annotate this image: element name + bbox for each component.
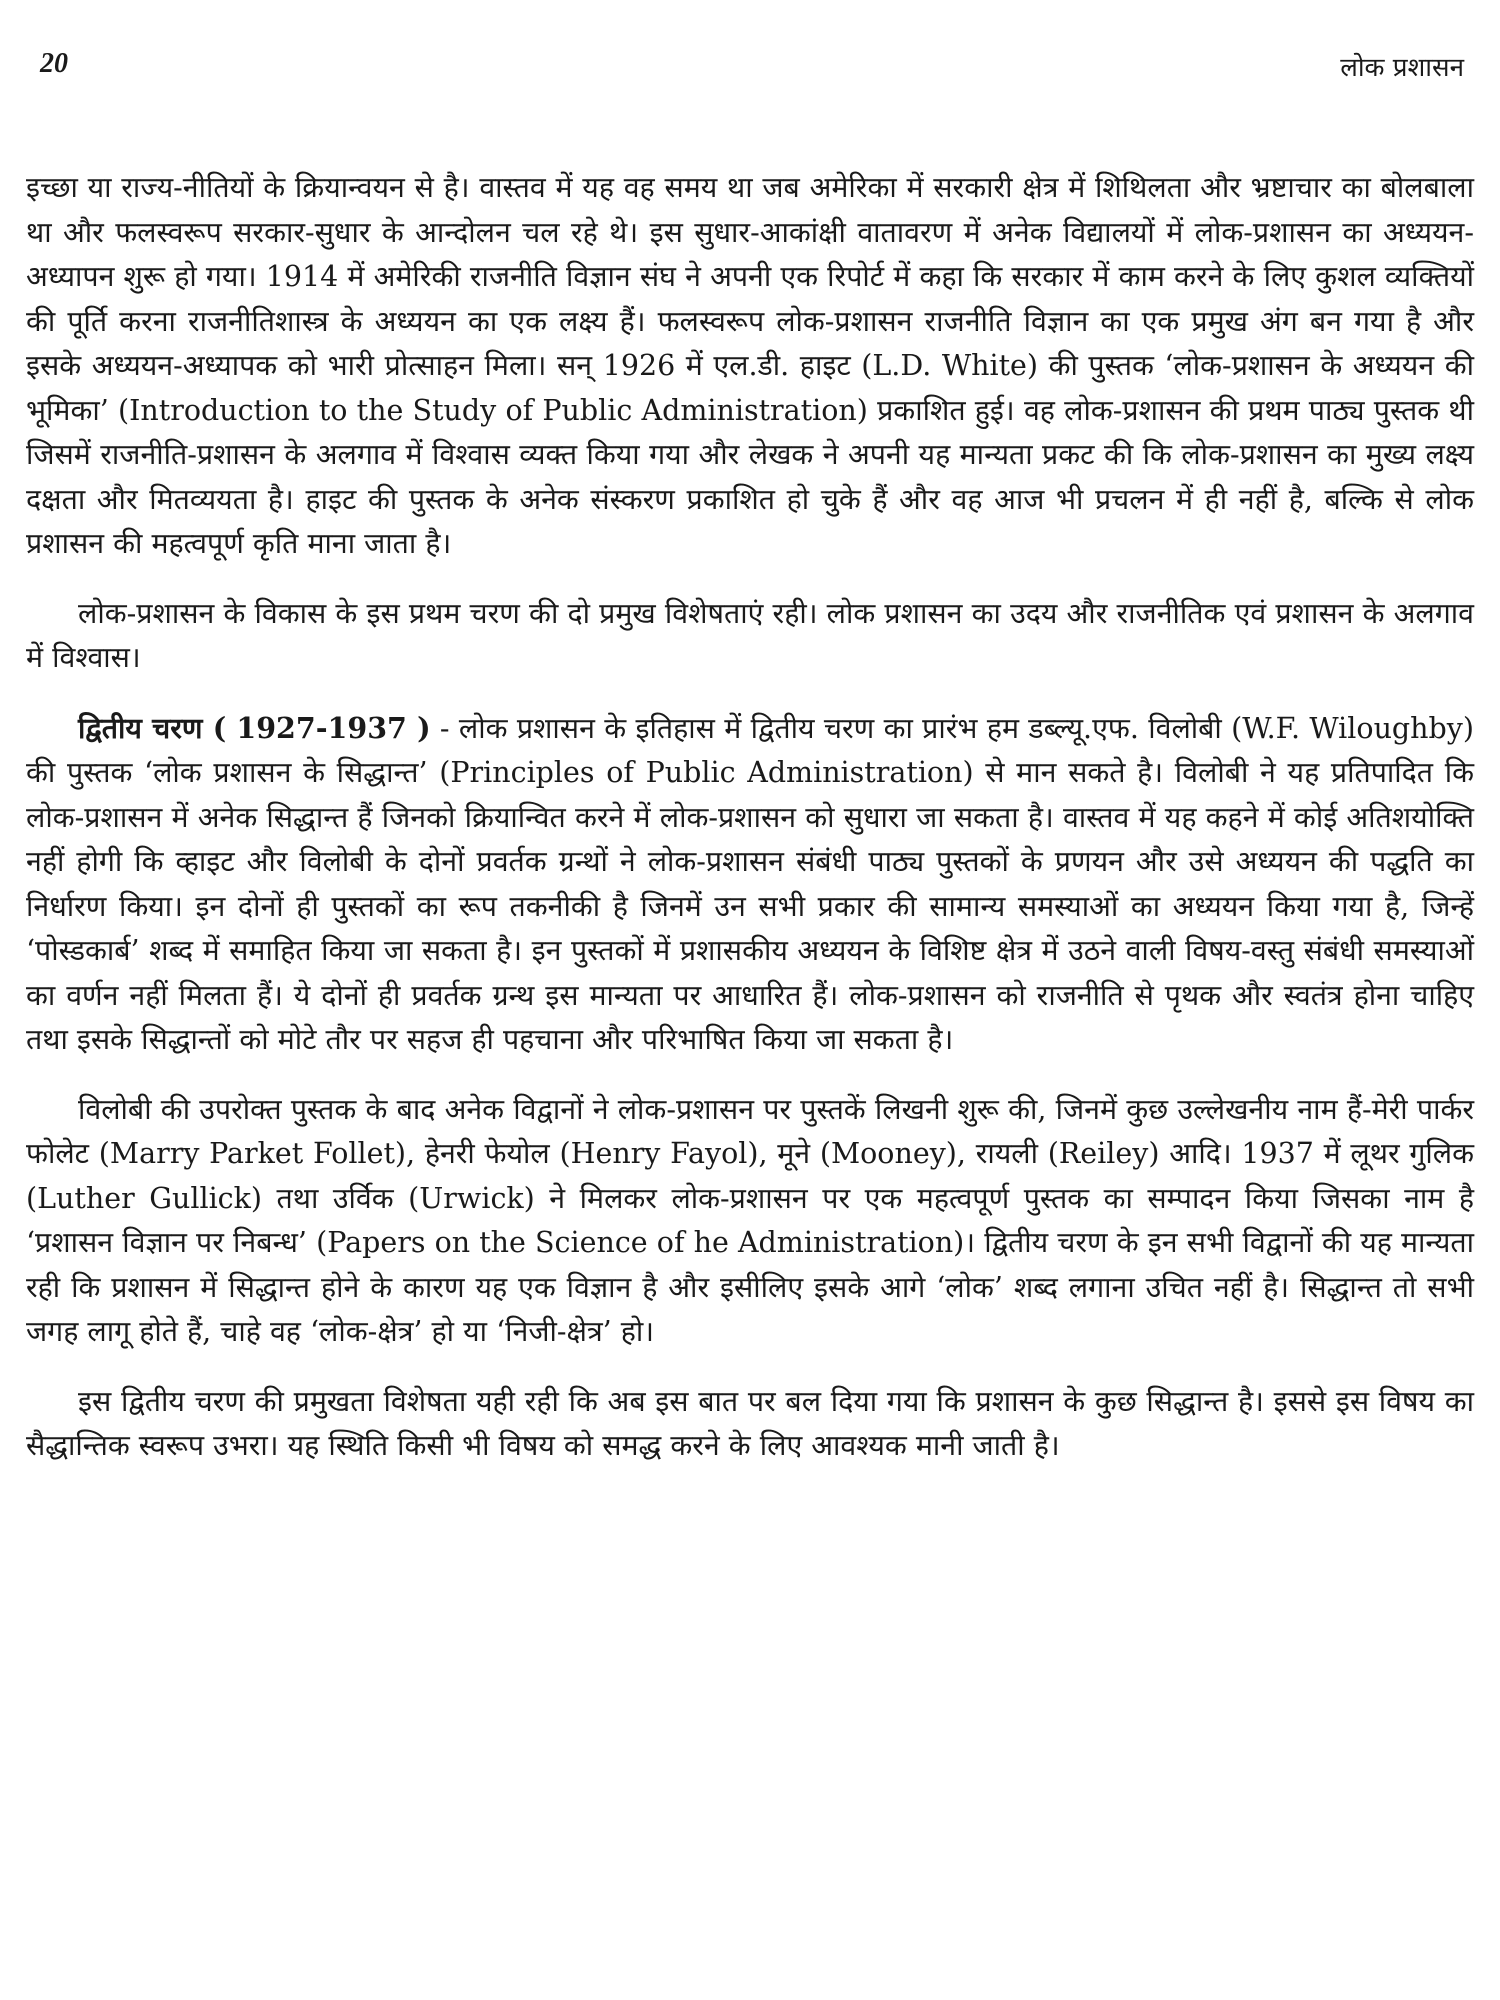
paragraph-4-text: विलोबी की उपरोक्त पुस्तक के बाद अनेक विद्वानों ने लोक-प्रशासन पर पुस्तकें लिखनी शुरू की, जिनमें कुछ उल्लेखनीय नाम हैं-मेरी पार्कर फोलेट (Marry Parket Follet), हेनरी फेयोल (Henry Fayol), मूने (Mooney), रायली (Reiley) आदि। 1937 में लूथर गुलिक (Luther Gullick) तथा उर्विक (Urwick) ने मिलकर लोक-प्रशासन पर एक महत्वपूर्ण पुस्तक का सम्पादन किया जिसका नाम है ‘प्रशासन विज्ञान पर निबन्ध’ (Papers on the Science of he Administration)। द्वितीय चरण के इन सभी विद्वानों की यह मान्यता रही कि प्रशासन में सिद्धान्त होने के कारण यह एक विज्ञान है और इसीलिए इसके आगे ‘लोक’ शब्द लगाना उचित नहीं है। सिद्धान्त तो सभी जगह लागू होते हैं, चाहे वह ‘लोक-क्षेत्र’ हो या ‘निजी-क्षेत्र’ हो। [26,1092,1474,1348]
paragraph-1-text: इच्छा या राज्य-नीतियों के क्रियान्वयन से है। वास्तव में यह वह समय था जब अमेरिका में सरकारी क्षेत्र में शिथिलता और भ्रष्टाचार का बोलबाला था और फलस्वरूप सरकार-सुधार के आन्दोलन चल रहे थे। इस सुधार-आकांक्षी वातावरण में अनेक विद्यालयों में लोक-प्रशासन का अध्ययन-अध्यापन शुरू हो गया। 1914 में अमेरिकी राजनीति विज्ञान संघ ने अपनी एक रिपोर्ट में कहा कि सरकार में काम करने के लिए कुशल व्यक्तियों की पूर्ति करना राजनीतिशास्त्र के अध्ययन का एक लक्ष्य हैं। फलस्वरूप लोक-प्रशासन राजनीति विज्ञान का एक प्रमुख अंग बन गया है और इसके अध्ययन-अध्यापक को भारी प्रोत्साहन मिला। सन् 1926 में एल.डी. हाइट (L.D. White) की पुस्तक ‘लोक-प्रशासन के अध्ययन की भूमिका’ (Introduction to the Study of Public Administration) प्रकाशित हुई। वह लोक-प्रशासन की प्रथम पाठ्य पुस्तक थी जिसमें राजनीति-प्रशासन के अलगाव में विश्वास व्यक्त किया गया और लेखक ने अपनी यह मान्यता प्रकट की कि लोक-प्रशासन का मुख्य लक्ष्य दक्षता और मितव्ययता है। हाइट की पुस्तक के अनेक संस्करण प्रकाशित हो चुके हैं और वह आज भी प्रचलन में ही नहीं है, बल्कि से लोक प्रशासन की महत्वपूर्ण कृति माना जाता है। [26,171,1474,560]
paragraph-2 [26,592,1474,681]
page-number: 20 [40,48,68,79]
body-text [26,166,1474,1469]
paragraph-3-text: - लोक प्रशासन के इतिहास में द्वितीय चरण का प्रारंभ हम डब्ल्यू.एफ. विलोबी (W.F. Wiloughby) की पुस्तक ‘लोक प्रशासन के सिद्धान्त’ (Principles of Public Administration) से मान सकते है। विलोबी ने यह प्रतिपादित कि लोक-प्रशासन में अनेक सिद्धान्त हैं जिनको क्रियान्वित करने में लोक-प्रशासन को सुधारा जा सकता है। वास्तव में यह कहने में कोई अतिशयोक्ति नहीं होगी कि व्हाइट और विलोबी के दोनों प्रवर्तक ग्रन्थों ने लोक-प्रशासन संबंधी पाठ्य पुस्तकों के प्रणयन और उसे अध्ययन की पद्धति का निर्धारण किया। इन दोनों ही पुस्तकों का रूप तकनीकी है जिनमें उन सभी प्रकार की सामान्य समस्याओं का अध्ययन किया गया है, जिन्हें ‘पोस्डकार्ब’ शब्द में समाहित किया जा सकता है। इन पुस्तकों में प्रशासकीय अध्ययन के विशिष्ट क्षेत्र में उठने वाली विषय-वस्तु संबंधी समस्याओं का वर्णन नहीं मिलता हैं। ये दोनों ही प्रवर्तक ग्रन्थ इस मान्यता पर आधारित हैं। लोक-प्रशासन को राजनीति से पृथक और स्वतंत्र होना चाहिए तथा इसके सिद्धान्तों को मोटे तौर पर सहज ही पहचाना और परिभाषित किया जा सकता है। [26,711,1474,1056]
paragraph-5 [26,1380,1474,1469]
running-title: लोक प्रशासन [1340,53,1464,83]
paragraph-1 [26,166,1474,567]
paragraph-2-text: लोक-प्रशासन के विकास के इस प्रथम चरण की दो प्रमुख विशेषताएं रही। लोक प्रशासन का उदय और राजनीतिक एवं प्रशासन के अलगाव में विश्वास। [26,596,1474,674]
page-header [26,40,1474,86]
paragraph-4 [26,1088,1474,1355]
paragraph-5-text: इस द्वितीय चरण की प्रमुखता विशेषता यही रही कि अब इस बात पर बल दिया गया कि प्रशासन के कुछ सिद्धान्त है। इससे इस विषय का सैद्धान्तिक स्वरूप उभरा। यह स्थिति किसी भी विषय को समद्ध करने के लिए आवश्यक मानी जाती है। [26,1384,1474,1462]
paragraph-3 [26,706,1474,1063]
section-heading-second-phase: द्वितीय चरण ( 1927-1937 ) [78,710,431,745]
